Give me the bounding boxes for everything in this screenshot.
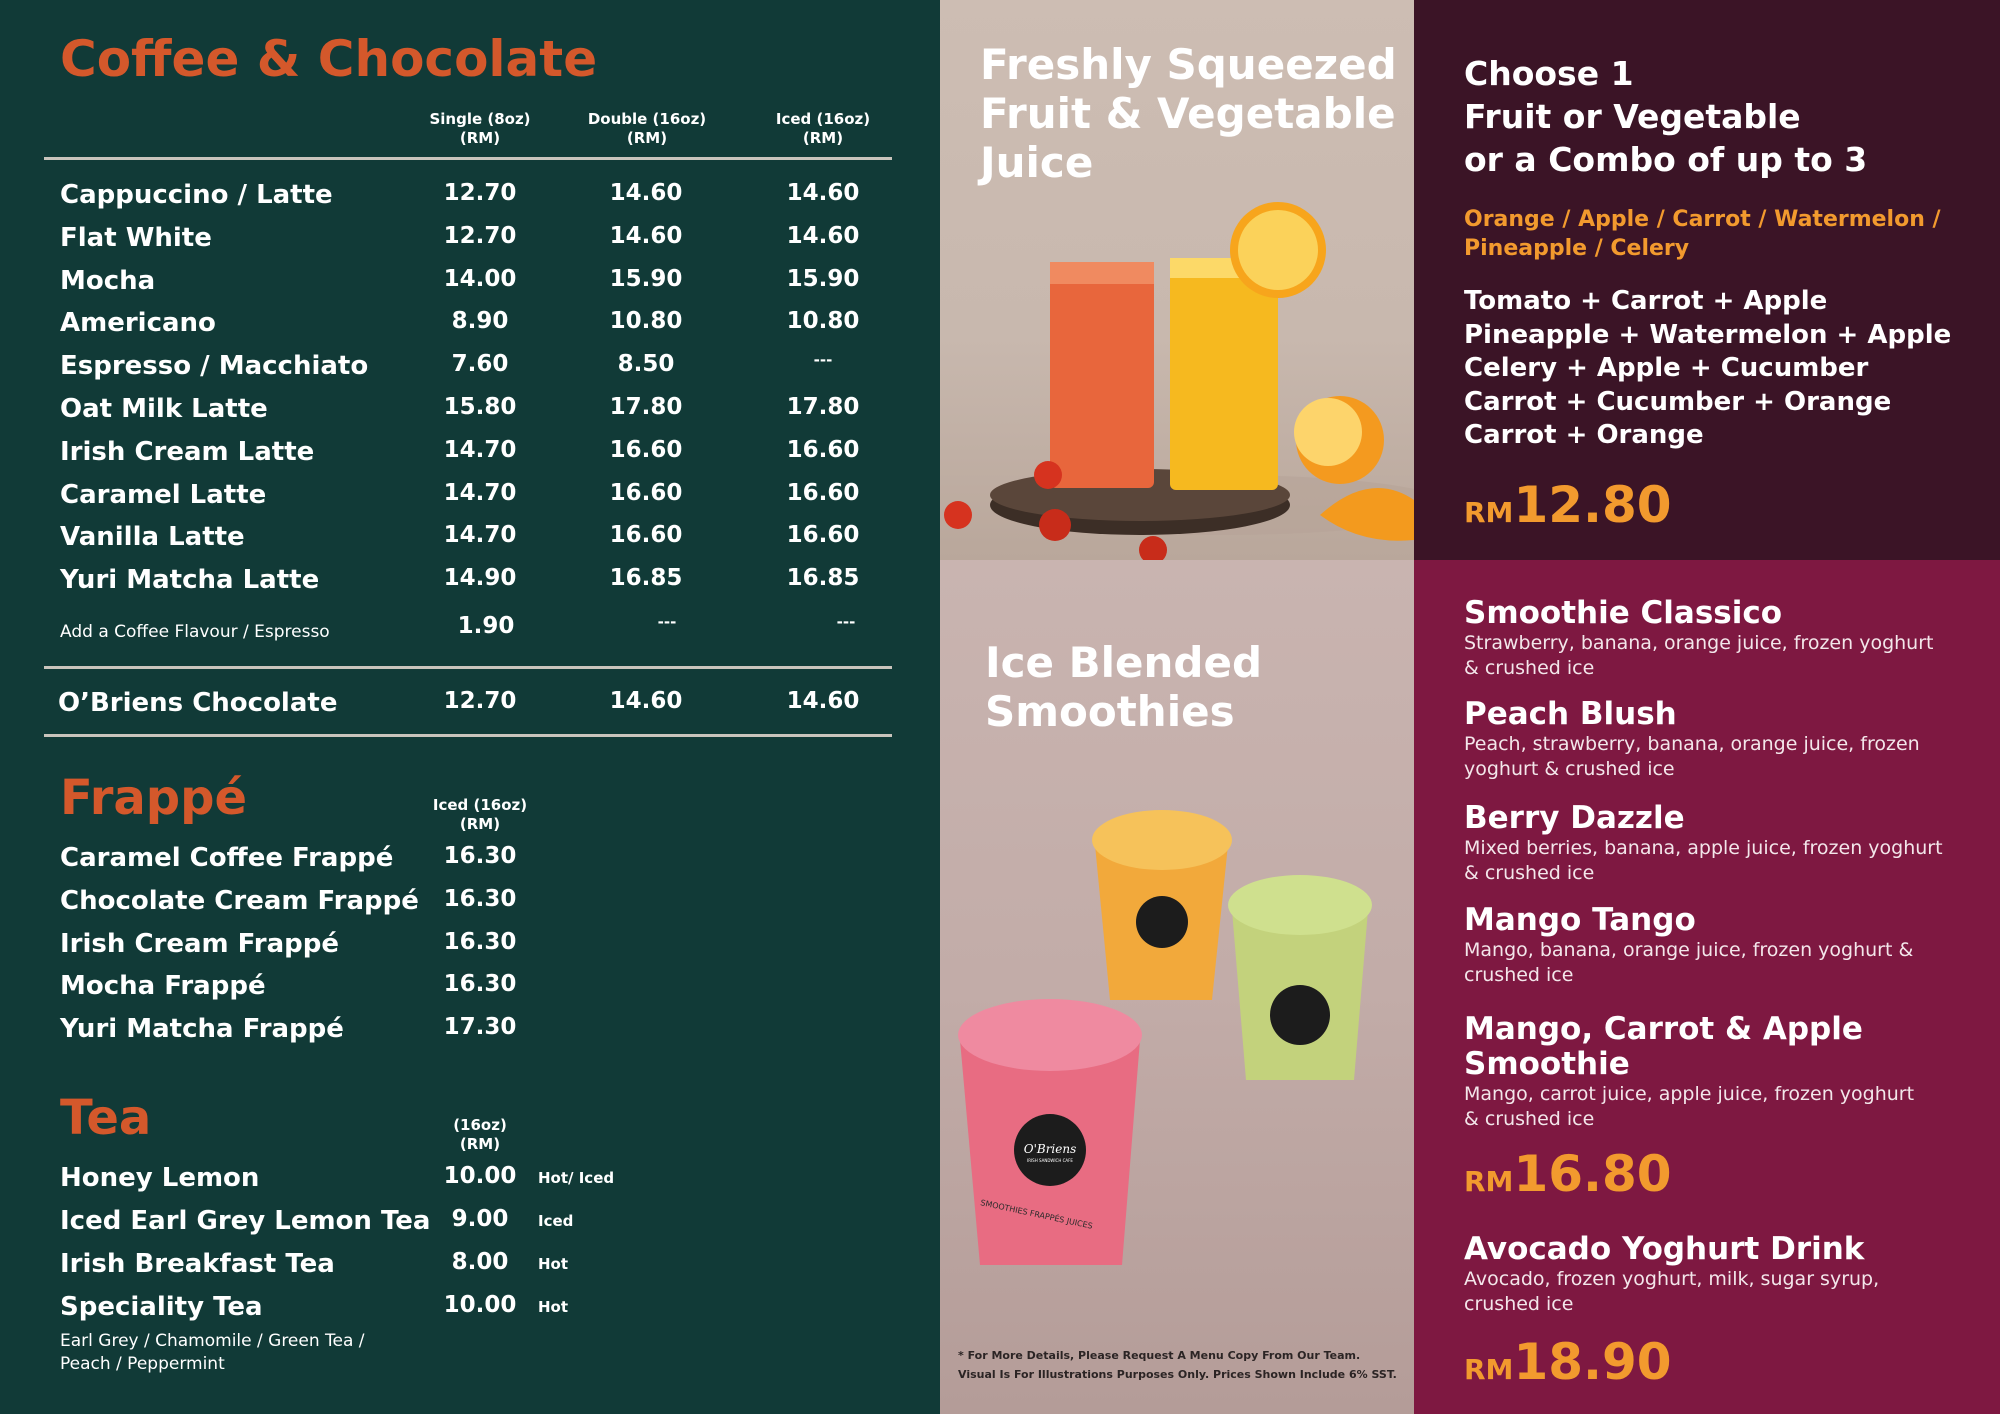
item-name: Irish Cream Latte [60, 436, 315, 467]
tea-section-title: Tea [60, 1090, 152, 1146]
coffee-row [60, 266, 920, 306]
price-iced: 16.60 [786, 522, 860, 549]
juice-combo: Carrot + Orange [1464, 420, 1704, 450]
coffee-row [60, 394, 920, 434]
item-name: Americano [60, 308, 216, 339]
price-iced: 16.30 [443, 843, 517, 869]
chocolate-iced: 14.60 [786, 688, 860, 714]
coffee-row [60, 480, 920, 520]
item-name: Cappuccino / Latte [60, 180, 333, 210]
smoothie-desc: Mango, carrot juice, apple juice, frozen yoghurt & crushed ice [1464, 1083, 1915, 1130]
tea-row [60, 1163, 920, 1203]
price-double: 16.60 [609, 479, 683, 506]
smoothie-panel [1414, 560, 2000, 1414]
coffee-row [60, 308, 920, 348]
item-name: Flat White [60, 222, 212, 253]
price-iced: 16.85 [786, 565, 860, 592]
frappe-row [60, 971, 920, 1011]
item-name: Yuri Matcha Latte [60, 565, 320, 596]
coffee-row [60, 565, 920, 605]
smoothie-item [1464, 801, 1964, 886]
frappe-header: Iced (16oz) (RM) [432, 796, 528, 833]
smoothie-desc: Mango, banana, orange juice, frozen yoghurt & crushed ice [1464, 939, 1914, 986]
price-double: 15.90 [609, 265, 683, 292]
price-iced: 16.30 [443, 928, 517, 955]
juice-panel [1414, 0, 2000, 560]
item-name: Honey Lemon [60, 1163, 260, 1193]
chocolate-single: 12.70 [443, 688, 517, 714]
item-name: Irish Cream Frappé [60, 928, 339, 959]
smoothie-item [1464, 1012, 1964, 1132]
price-double: 14.60 [609, 222, 683, 249]
coffee-row [60, 180, 920, 220]
coffee-row [60, 522, 920, 562]
tea-row [60, 1206, 920, 1246]
price-single: 8.90 [451, 308, 509, 335]
addon-iced: --- [836, 613, 856, 631]
serving-note: Hot/ Iced [538, 1169, 615, 1187]
price-iced: 17.30 [443, 1014, 517, 1041]
item-name: Iced Earl Grey Lemon Tea [60, 1206, 431, 1236]
item-name: Espresso / Macchiato [60, 351, 369, 382]
cup-logo-sub: IRISH SANDWICH CAFE [1027, 1158, 1073, 1163]
juice-price-currency: RM [1464, 496, 1514, 529]
coffee-section-title: Coffee & Chocolate [60, 30, 598, 88]
smoothie-price-amount: 16.80 [1513, 1145, 1672, 1203]
price-iced: 16.60 [786, 479, 860, 506]
divider [44, 666, 892, 669]
price: 10.00 [443, 1163, 517, 1189]
cup-logo: O'Briens [1023, 1142, 1077, 1156]
price-iced: 17.80 [786, 394, 860, 420]
price-iced: 16.60 [786, 436, 860, 463]
price-double: 10.80 [609, 308, 683, 335]
price-single: 7.60 [451, 351, 509, 378]
juice-heading: Freshly Squeezed Fruit & Vegetable Juice [980, 40, 1397, 187]
price: 10.00 [443, 1292, 517, 1318]
item-name: Caramel Coffee Frappé [60, 843, 394, 873]
smoothie-name: Mango Tango [1464, 902, 1696, 938]
coffee-row [60, 351, 920, 391]
avocado-item [1464, 1232, 1964, 1317]
price-iced: 14.60 [786, 222, 860, 249]
header-double: Double (16oz) (RM) [587, 110, 707, 147]
chocolate-double: 14.60 [609, 688, 683, 714]
tea-varieties: Earl Grey / Chamomile / Green Tea / Peach / Peppermint [60, 1331, 365, 1374]
smoothie-name: Berry Dazzle [1464, 800, 1685, 836]
cup-band-text: SMOOTHIES FRAPPÉS JUICES [979, 1198, 1094, 1231]
item-name: Chocolate Cream Frappé [60, 885, 419, 916]
smoothie-price-currency: RM [1464, 1165, 1514, 1198]
smoothie-desc: Mixed berries, banana, apple juice, frozen yoghurt & crushed ice [1464, 837, 1943, 884]
price-single: 14.70 [443, 522, 517, 549]
tea-row [60, 1292, 920, 1332]
juice-price-amount: 12.80 [1513, 476, 1672, 534]
smoothie-name: Peach Blush [1464, 696, 1677, 732]
price-single: 14.70 [443, 479, 517, 506]
price-double: 8.50 [617, 351, 675, 378]
avocado-price-currency: RM [1464, 1353, 1514, 1386]
divider [44, 157, 892, 160]
header-iced: Iced (16oz) (RM) [775, 110, 871, 147]
chocolate-row [60, 688, 920, 728]
price: 8.00 [451, 1249, 509, 1275]
price-double: 16.85 [609, 565, 683, 592]
addon-name: Add a Coffee Flavour / Espresso [60, 622, 330, 642]
coffee-tea-panel [0, 0, 940, 1414]
avocado-name: Avocado Yoghurt Drink [1464, 1231, 1865, 1267]
frappe-row [60, 843, 920, 883]
juice-photo [940, 0, 1414, 560]
smoothie-desc: Peach, strawberry, banana, orange juice, frozen yoghurt & crushed ice [1464, 733, 1920, 780]
smoothie-item [1464, 697, 1964, 782]
price-iced: 10.80 [786, 308, 860, 335]
smoothie-price [1464, 1145, 1672, 1203]
price-iced: 16.30 [443, 885, 517, 912]
addon-single: 1.90 [457, 613, 515, 639]
avocado-price [1464, 1333, 1672, 1391]
price-single: 12.70 [443, 222, 517, 249]
smoothie-cups-illustration [940, 560, 1414, 1414]
smoothie-name: Mango, Carrot & Apple Smoothie [1464, 1011, 1863, 1082]
avocado-price-amount: 18.90 [1513, 1333, 1672, 1391]
tea-header: (16oz) (RM) [453, 1116, 507, 1153]
price-double: 16.60 [609, 522, 683, 549]
smoothie-heading: Ice Blended Smoothies [985, 638, 1263, 736]
coffee-row [60, 437, 920, 477]
header-single: Single (8oz) (RM) [429, 110, 531, 147]
juice-choose-text: Choose 1 Fruit or Vegetable or a Combo of up to 3 [1464, 54, 1868, 179]
addon-row [60, 613, 920, 653]
price: 9.00 [451, 1206, 509, 1232]
frappe-row [60, 929, 920, 969]
juice-glasses-illustration [940, 0, 1414, 560]
price-double: 16.60 [609, 436, 683, 463]
price-single: 15.80 [443, 394, 517, 420]
price-double: 14.60 [609, 180, 683, 206]
price-single: 14.90 [443, 565, 517, 592]
smoothie-item [1464, 596, 1964, 681]
price-iced: 15.90 [786, 265, 860, 292]
chocolate-name: O’Briens Chocolate [58, 688, 338, 718]
price-iced: --- [813, 351, 833, 370]
item-name: Vanilla Latte [60, 522, 245, 553]
tea-row [60, 1249, 920, 1289]
smoothie-desc: Strawberry, banana, orange juice, frozen yoghurt & crushed ice [1464, 632, 1934, 679]
disclaimer: * For More Details, Please Request A Menu Copy From Our Team. Visual Is For Illustrations Purposes Only. Prices Shown Include 6% SST. [958, 1349, 1397, 1381]
price-single: 14.70 [443, 436, 517, 463]
juice-combo: Pineapple + Watermelon + Apple [1464, 319, 1952, 350]
juice-price [1464, 476, 1672, 534]
price-iced: 14.60 [786, 180, 860, 206]
item-name: Speciality Tea [60, 1292, 263, 1322]
serving-note: Hot [538, 1298, 569, 1316]
frappe-row [60, 886, 920, 926]
smoothie-item [1464, 903, 1964, 988]
juice-combo: Celery + Apple + Cucumber [1464, 353, 1869, 383]
juice-combos-list [1464, 285, 1951, 453]
item-name: Oat Milk Latte [60, 394, 268, 424]
smoothie-name: Smoothie Classico [1464, 595, 1783, 631]
divider [44, 734, 892, 737]
serving-note: Iced [538, 1212, 574, 1230]
frappe-row [60, 1014, 920, 1054]
smoothie-photo [940, 560, 1414, 1414]
juice-combo: Carrot + Cucumber + Orange [1464, 386, 1892, 417]
juice-options: Orange / Apple / Carrot / Watermelon / Pineapple / Celery [1464, 207, 1941, 261]
item-name: Yuri Matcha Frappé [60, 1014, 344, 1045]
frappe-section-title: Frappé [60, 770, 248, 826]
item-name: Mocha [60, 265, 156, 296]
serving-note: Hot [538, 1255, 569, 1273]
coffee-row [60, 223, 920, 263]
price-single: 14.00 [443, 265, 517, 292]
item-name: Caramel Latte [60, 479, 267, 510]
price-iced: 16.30 [443, 971, 517, 998]
price-double: 17.80 [609, 394, 683, 420]
avocado-desc: Avocado, frozen yoghurt, milk, sugar syrup, crushed ice [1464, 1268, 1880, 1315]
price-single: 12.70 [443, 180, 517, 206]
addon-double: --- [657, 613, 677, 631]
item-name: Mocha Frappé [60, 971, 266, 1002]
juice-combo: Tomato + Carrot + Apple [1464, 286, 1828, 316]
item-name: Irish Breakfast Tea [60, 1249, 335, 1279]
